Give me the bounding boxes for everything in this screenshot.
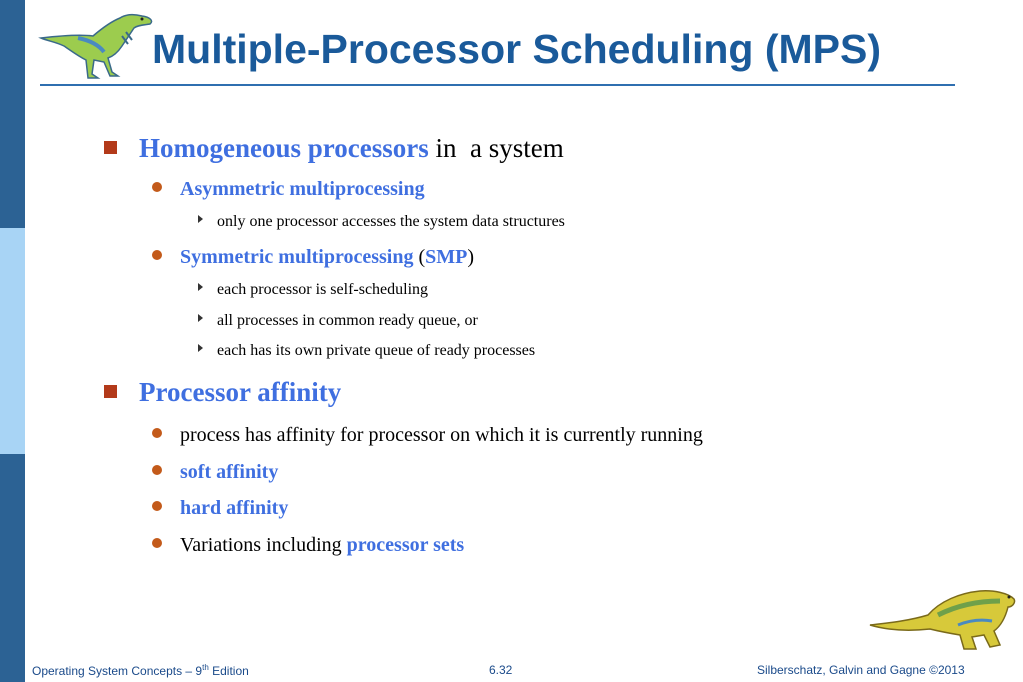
processor-sets-emphasis: processor sets bbox=[346, 534, 465, 556]
smp-emphasis: SMP bbox=[425, 246, 468, 268]
bullet-hard-affinity bbox=[152, 497, 288, 520]
footer-page-number: 6.32 bbox=[489, 663, 513, 677]
arrow-bullet-icon bbox=[198, 344, 203, 352]
bullet-asym-detail bbox=[198, 213, 565, 231]
round-bullet-icon bbox=[152, 538, 162, 548]
homogeneous-emphasis: Homogeneous processors bbox=[139, 133, 429, 163]
arrow-bullet-icon bbox=[198, 314, 203, 322]
dinosaur-logo-bottom bbox=[868, 585, 1018, 655]
round-bullet-icon bbox=[152, 501, 162, 511]
footer-right: Silberschatz, Galvin and Gagne ©2013 bbox=[757, 663, 965, 677]
round-bullet-icon bbox=[152, 182, 162, 192]
sidebar-segment-dark-top bbox=[0, 0, 25, 228]
square-bullet-icon bbox=[104, 141, 117, 154]
round-bullet-icon bbox=[152, 465, 162, 475]
square-bullet-icon bbox=[104, 385, 117, 398]
footer-left-sup: th bbox=[202, 663, 209, 672]
symmetric-close-paren: ) bbox=[467, 246, 475, 268]
title-underline bbox=[40, 84, 955, 86]
arrow-bullet-icon bbox=[198, 283, 203, 291]
footer-left bbox=[32, 663, 249, 678]
footer-left-tail: Edition bbox=[208, 664, 249, 678]
bullet-self-scheduling bbox=[198, 281, 428, 299]
bullet-affinity-desc bbox=[152, 424, 703, 447]
symmetric-emphasis: Symmetric multiprocessing bbox=[180, 246, 414, 268]
variations-text: Variations including bbox=[180, 534, 347, 556]
left-sidebar bbox=[0, 0, 25, 682]
footer-left-main: Operating System Concepts – 9 bbox=[32, 664, 203, 678]
page-title: Multiple-Processor Scheduling (MPS) bbox=[152, 26, 881, 72]
bullet-processor-affinity bbox=[104, 377, 341, 408]
asym-detail-text: only one processor accesses the system data structures bbox=[217, 213, 565, 230]
bullet-common-queue bbox=[198, 312, 478, 330]
affinity-desc-text: process has affinity for processor on which it is currently running bbox=[180, 424, 703, 446]
bullet-private-queue bbox=[198, 342, 535, 360]
bullet-variations bbox=[152, 534, 464, 557]
hard-affinity-emphasis: hard affinity bbox=[180, 497, 289, 519]
soft-affinity-emphasis: soft affinity bbox=[180, 461, 279, 483]
processor-affinity-emphasis: Processor affinity bbox=[139, 377, 342, 407]
common-queue-text: all processes in common ready queue, or bbox=[217, 312, 478, 329]
bullet-symmetric bbox=[152, 246, 474, 269]
dinosaur-logo-top bbox=[38, 8, 158, 86]
sidebar-segment-light bbox=[0, 228, 25, 454]
asymmetric-emphasis: Asymmetric multiprocessing bbox=[180, 178, 425, 200]
sidebar-segment-dark-bottom bbox=[0, 454, 25, 682]
arrow-bullet-icon bbox=[198, 215, 203, 223]
bullet-soft-affinity bbox=[152, 461, 278, 484]
homogeneous-rest: in a system bbox=[428, 133, 564, 163]
round-bullet-icon bbox=[152, 428, 162, 438]
private-queue-text: each has its own private queue of ready processes bbox=[217, 342, 536, 359]
bullet-homogeneous bbox=[104, 133, 564, 164]
symmetric-open-paren: ( bbox=[413, 246, 426, 268]
round-bullet-icon bbox=[152, 250, 162, 260]
self-scheduling-text: each processor is self-scheduling bbox=[217, 281, 429, 298]
bullet-asymmetric bbox=[152, 178, 425, 201]
